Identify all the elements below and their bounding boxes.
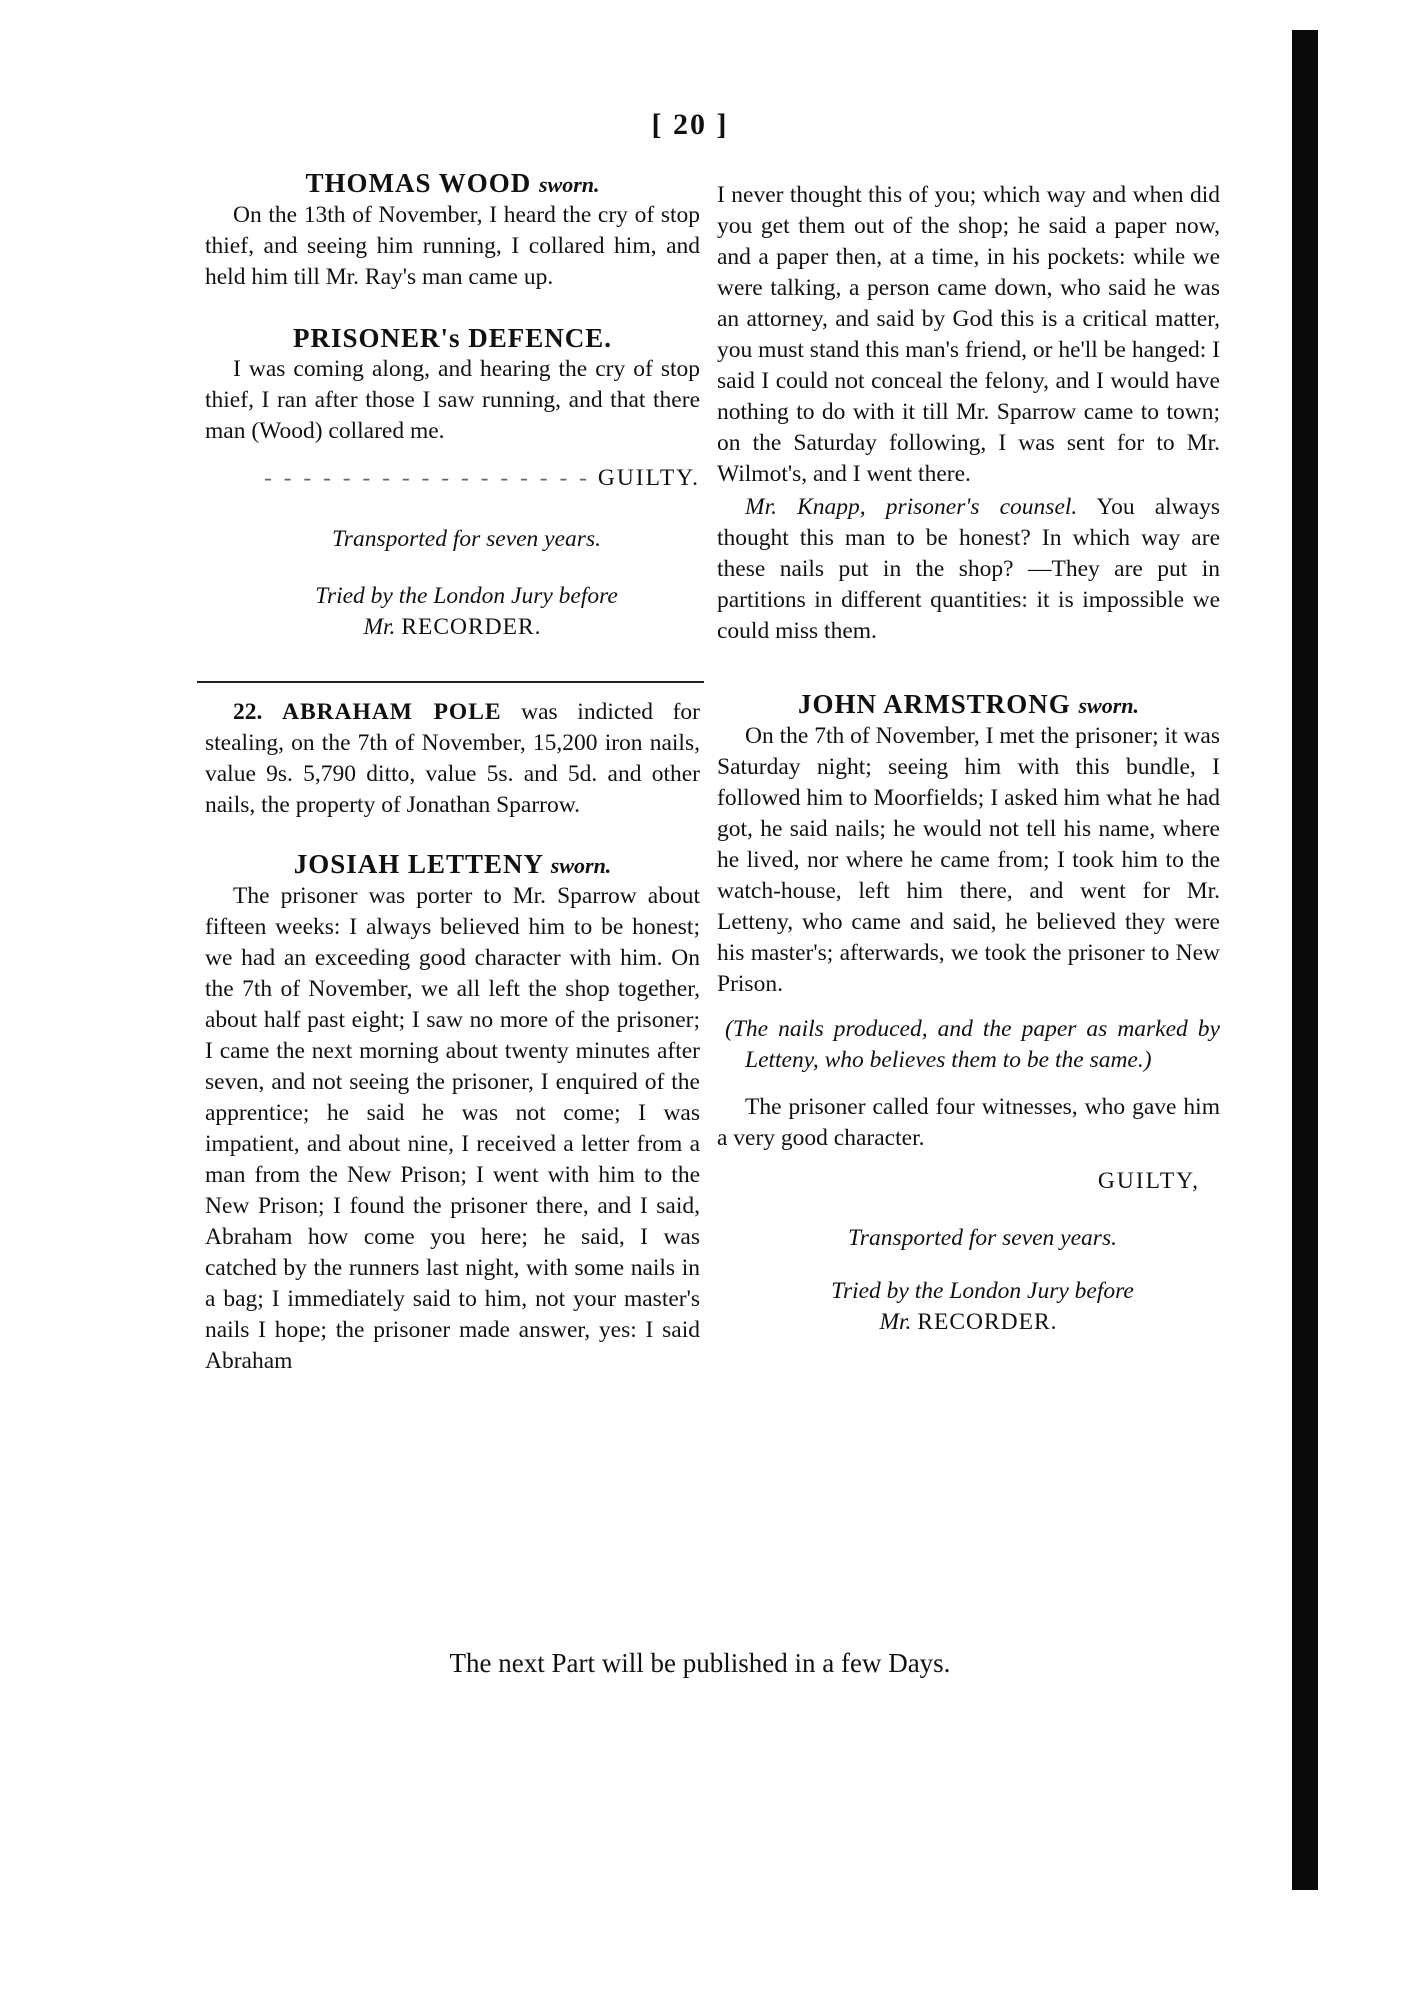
counsel-text: You always thought this man to be honest? In which way are these nails put in the shop? —They are put in partitions in different quantities: it is impossible we could miss them. bbox=[717, 494, 1220, 644]
indictment-text: was indicted for stealing, on the 7th of November, 15,200 iron nails, value 9s. 5,790 ditto, value 5s. and 5d. and other nails, the property of Jonathan Sparrow. bbox=[205, 699, 700, 818]
sworn-label: sworn. bbox=[550, 853, 612, 878]
tried-prefix: Tried by the London Jury before bbox=[315, 583, 618, 609]
witness-name: JOSIAH LETTENY bbox=[293, 849, 544, 879]
exhibit-note: (The nails produced, and the paper as marked by Letteny, who believes them to be the same.) bbox=[725, 1016, 1220, 1073]
defendant-name: ABRAHAM POLE bbox=[281, 699, 502, 725]
verdict-dashes: - - - - - - - - - - - - - - - - - bbox=[263, 465, 590, 491]
tried-prefix: Tried by the London Jury before bbox=[831, 1278, 1134, 1304]
sworn-label: sworn. bbox=[1078, 693, 1140, 718]
tried-mr: Mr. bbox=[363, 614, 396, 640]
tried-before bbox=[205, 581, 700, 643]
witness-heading-wood bbox=[205, 168, 700, 200]
page-number: [ 20 ] bbox=[651, 108, 729, 141]
witnesses-paragraph: The prisoner called four witnesses, who gave him a very good character. bbox=[717, 1094, 1220, 1151]
tried-recorder: RECORDER. bbox=[401, 614, 542, 640]
counsel-label: Mr. Knapp, prisoner's counsel. bbox=[745, 494, 1078, 520]
testimony-continuation: I never thought this of you; which way and when did you get them out of the shop; he said a paper now, and a paper then, at a time, in his pockets: while we were talking, a person came down, who said he was an attorney, and said by God this is a critical matter, you must stand this man's friend, or he'll be hanged: I said I could not conceal the felony, and I would have nothing to do with it till Mr. Sparrow came to town; on the Saturday following, I was sent for to Mr. Wilmot's, and I went there. bbox=[717, 182, 1220, 487]
testimony-paragraph: On the 7th of November, I met the prisoner; it was Saturday night; seeing him with this bundle, I followed him to Moorfields; I asked him what he had got, he said nails; he would not tell his name, where he lived, nor where he came from; I took him to the watch-house, left him there, and went for Mr. Letteny, who came and said, he believed they were his master's; afterwards, we took the prisoner to New Prison. bbox=[717, 723, 1220, 997]
witness-heading-letteny bbox=[205, 849, 700, 881]
tried-recorder: RECORDER. bbox=[917, 1309, 1058, 1335]
sworn-label: sworn. bbox=[538, 172, 600, 197]
indictment-paragraph bbox=[205, 697, 700, 821]
verdict: GUILTY. bbox=[597, 465, 700, 491]
verdict-line bbox=[205, 463, 700, 494]
testimony-paragraph: On the 13th of November, I heard the cry of stop thief, and seeing him running, I collared him, and held him till Mr. Ray's man came up. bbox=[205, 202, 700, 290]
scan-edge-shadow bbox=[1292, 30, 1318, 1890]
tried-before bbox=[717, 1276, 1220, 1338]
left-column bbox=[205, 160, 700, 1377]
right-column bbox=[717, 160, 1220, 1338]
tried-mr: Mr. bbox=[879, 1309, 912, 1335]
testimony-paragraph: The prisoner was porter to Mr. Sparrow about fifteen weeks: I always believed him to be honest; we had an exceeding good character with him. On the 7th of November, we all left the shop together, about half past eight; I saw no more of the prisoner; I came the next morning about twenty minutes after seven, and not seeing the prisoner, I enquired of the apprentice; he said he was not come; I was impatient, and about nine, I received a letter from a man from the New Prison; I went with him to the New Prison; I found the prisoner there, and I said, Abraham how come you here; he said, I was catched by the runners last night, with some nails in a bag; I immediately said to him, not your master's nails I hope; the prisoner made answer, yes: I said Abraham bbox=[205, 883, 700, 1374]
sentence: Transported for seven years. bbox=[332, 526, 601, 552]
verdict: GUILTY, bbox=[1097, 1168, 1200, 1194]
case-divider bbox=[197, 681, 704, 683]
case-number: 22. bbox=[233, 699, 263, 725]
footer-notice: The next Part will be published in a few Days. bbox=[449, 1648, 951, 1678]
witness-heading-armstrong bbox=[717, 689, 1220, 721]
counsel-question bbox=[717, 492, 1220, 647]
witness-name: JOHN ARMSTRONG bbox=[797, 689, 1071, 719]
defence-paragraph: I was coming along, and hearing the cry of stop thief, I ran after those I saw running, and that there man (Wood) collared me. bbox=[205, 356, 700, 444]
witness-name: THOMAS WOOD bbox=[305, 168, 532, 198]
defence-heading: PRISONER's DEFENCE. bbox=[292, 323, 613, 353]
sentence: Transported for seven years. bbox=[848, 1225, 1117, 1251]
